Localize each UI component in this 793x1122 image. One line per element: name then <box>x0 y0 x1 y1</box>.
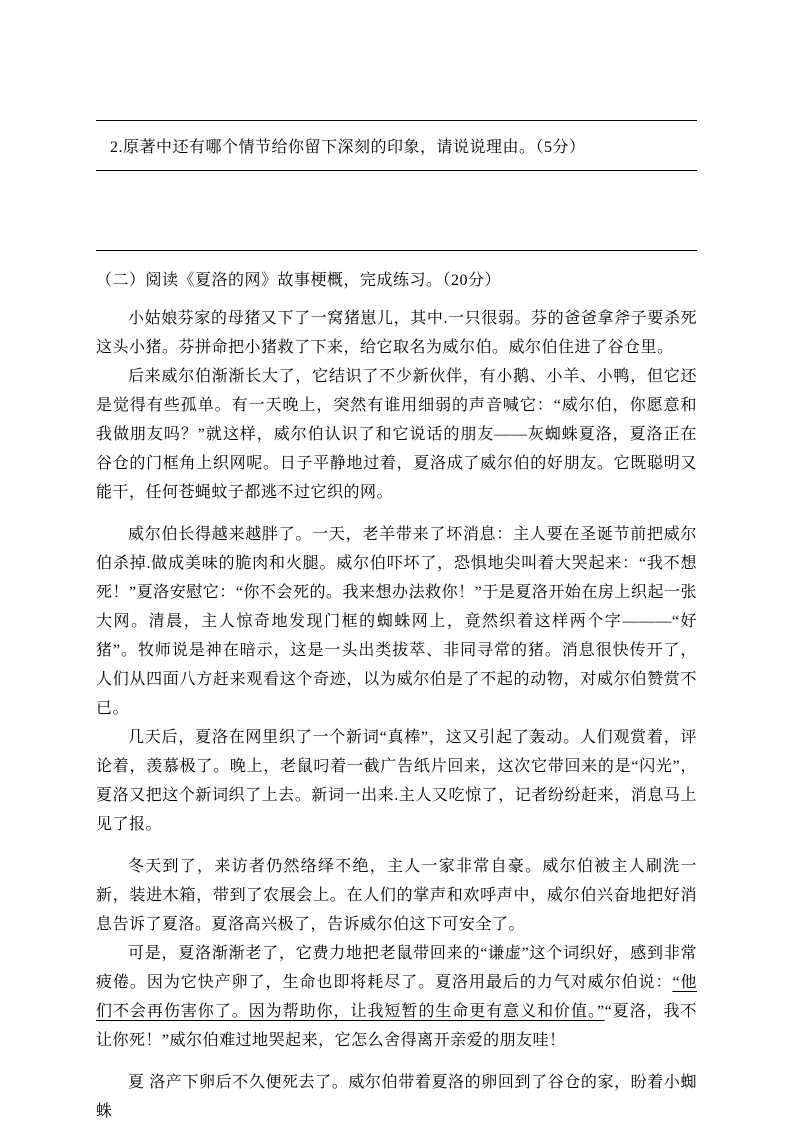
answer-line <box>96 250 697 251</box>
text-segment: 几天后，夏洛在网里织了一个新词“真棒”，这又引起了轰动。人们观赏着，评论着，羡慕极了。晚上，老鼠叼着一截广告纸片回来，这次它带回来的是“闪光”，夏洛又把这个新词织了上去。新词一出来.主人又吃惊了，记者纷纷赶来，消息马上见了报。 <box>96 729 697 833</box>
text-segment: 冬天到了，来访者仍然络绎不绝，主人一家非常自豪。威尔伯被主人刷洗一新，装进木箱，带到了农展会上。在人们的掌声和欢呼声中，威尔伯兴奋地把好消息告诉了夏洛。夏洛高兴极了，告诉威尔伯这下可安全了。 <box>96 858 697 933</box>
paragraph <box>96 723 697 839</box>
passage <box>96 304 697 1122</box>
page-content <box>0 120 793 1122</box>
text-segment: “夏洛，我不让你死！”威尔伯难过地哭起来，它怎么舍得离开亲爱的朋友哇！ <box>96 1003 697 1049</box>
text-segment: 后来威尔伯渐渐长大了，它结识了不少新伙伴，有小鹅、小羊、小鸭，但它还是觉得有些孤单。有一天晚上，突然有谁用细弱的声音喊它：“威尔伯，你愿意和我做朋友吗？”就这样，威尔伯认识了和它说话的朋友——灰蜘蛛夏洛，夏洛正在谷仓的门框角上织网呢。日子平静地过着，夏洛成了威尔伯的好朋友。它既聪明又能干，任何苍蝇蚊子都逃不过它织的网。 <box>96 368 697 501</box>
underlined-text: “他们不会再伤害你了。因为帮助你，让我短暂的生命更有意义和价值。” <box>96 974 697 1020</box>
question-2: 2.原著中还有哪个情节给你留下深刻的印象，请说说理由。（5分） <box>110 139 586 156</box>
answer-space <box>96 171 697 250</box>
paragraph <box>96 362 697 507</box>
paragraph <box>96 520 697 723</box>
section-heading: （二）阅读《夏洛的网》故事梗概，完成练习。（20分） <box>96 272 502 289</box>
text-segment: 夏 洛产下卵后不久便死去了。威尔伯带着夏洛的卵回到了谷仓的家，盼着小蜘蛛 <box>96 1074 697 1120</box>
paragraph <box>96 304 697 362</box>
paragraph <box>96 852 697 939</box>
text-segment: 威尔伯长得越来越胖了。一天，老羊带来了坏消息：主人要在圣诞节前把威尔伯杀掉.做成美味的脆肉和火腿。威尔伯吓坏了，恐惧地尖叫着大哭起来：“我不想死！”夏洛安慰它：“你不会死的。我来想办法救你！”于是夏洛开始在房上织起一张大网。清晨，主人惊奇地发现门框的蜘蛛网上，竟然织着这样两个字———“好猪”。牧师说是神在暗示，这是一头出类拔萃、非同寻常的猪。消息很快传开了，人们从四面八方赶来观看这个奇迹，以为威尔伯是了不起的动物，对威尔伯赞赏不已。 <box>96 526 697 717</box>
text-segment: 小姑娘芬家的母猪又下了一窝猪崽儿，其中.一只很弱。芬的爸爸拿斧子要杀死这头小猪。芬拼命把小猪救了下来，给它取名为威尔伯。威尔伯住进了谷仓里。 <box>96 310 697 356</box>
paragraph <box>96 939 697 1055</box>
paragraph <box>96 1068 697 1122</box>
text-segment: 可是，夏洛渐渐老了，它费力地把老鼠带回来的“谦虚”这个词织好，感到非常疲倦。因为它快产卵了，生命也即将耗尽了。夏洛用最后的力气对威尔伯说： <box>96 945 697 991</box>
